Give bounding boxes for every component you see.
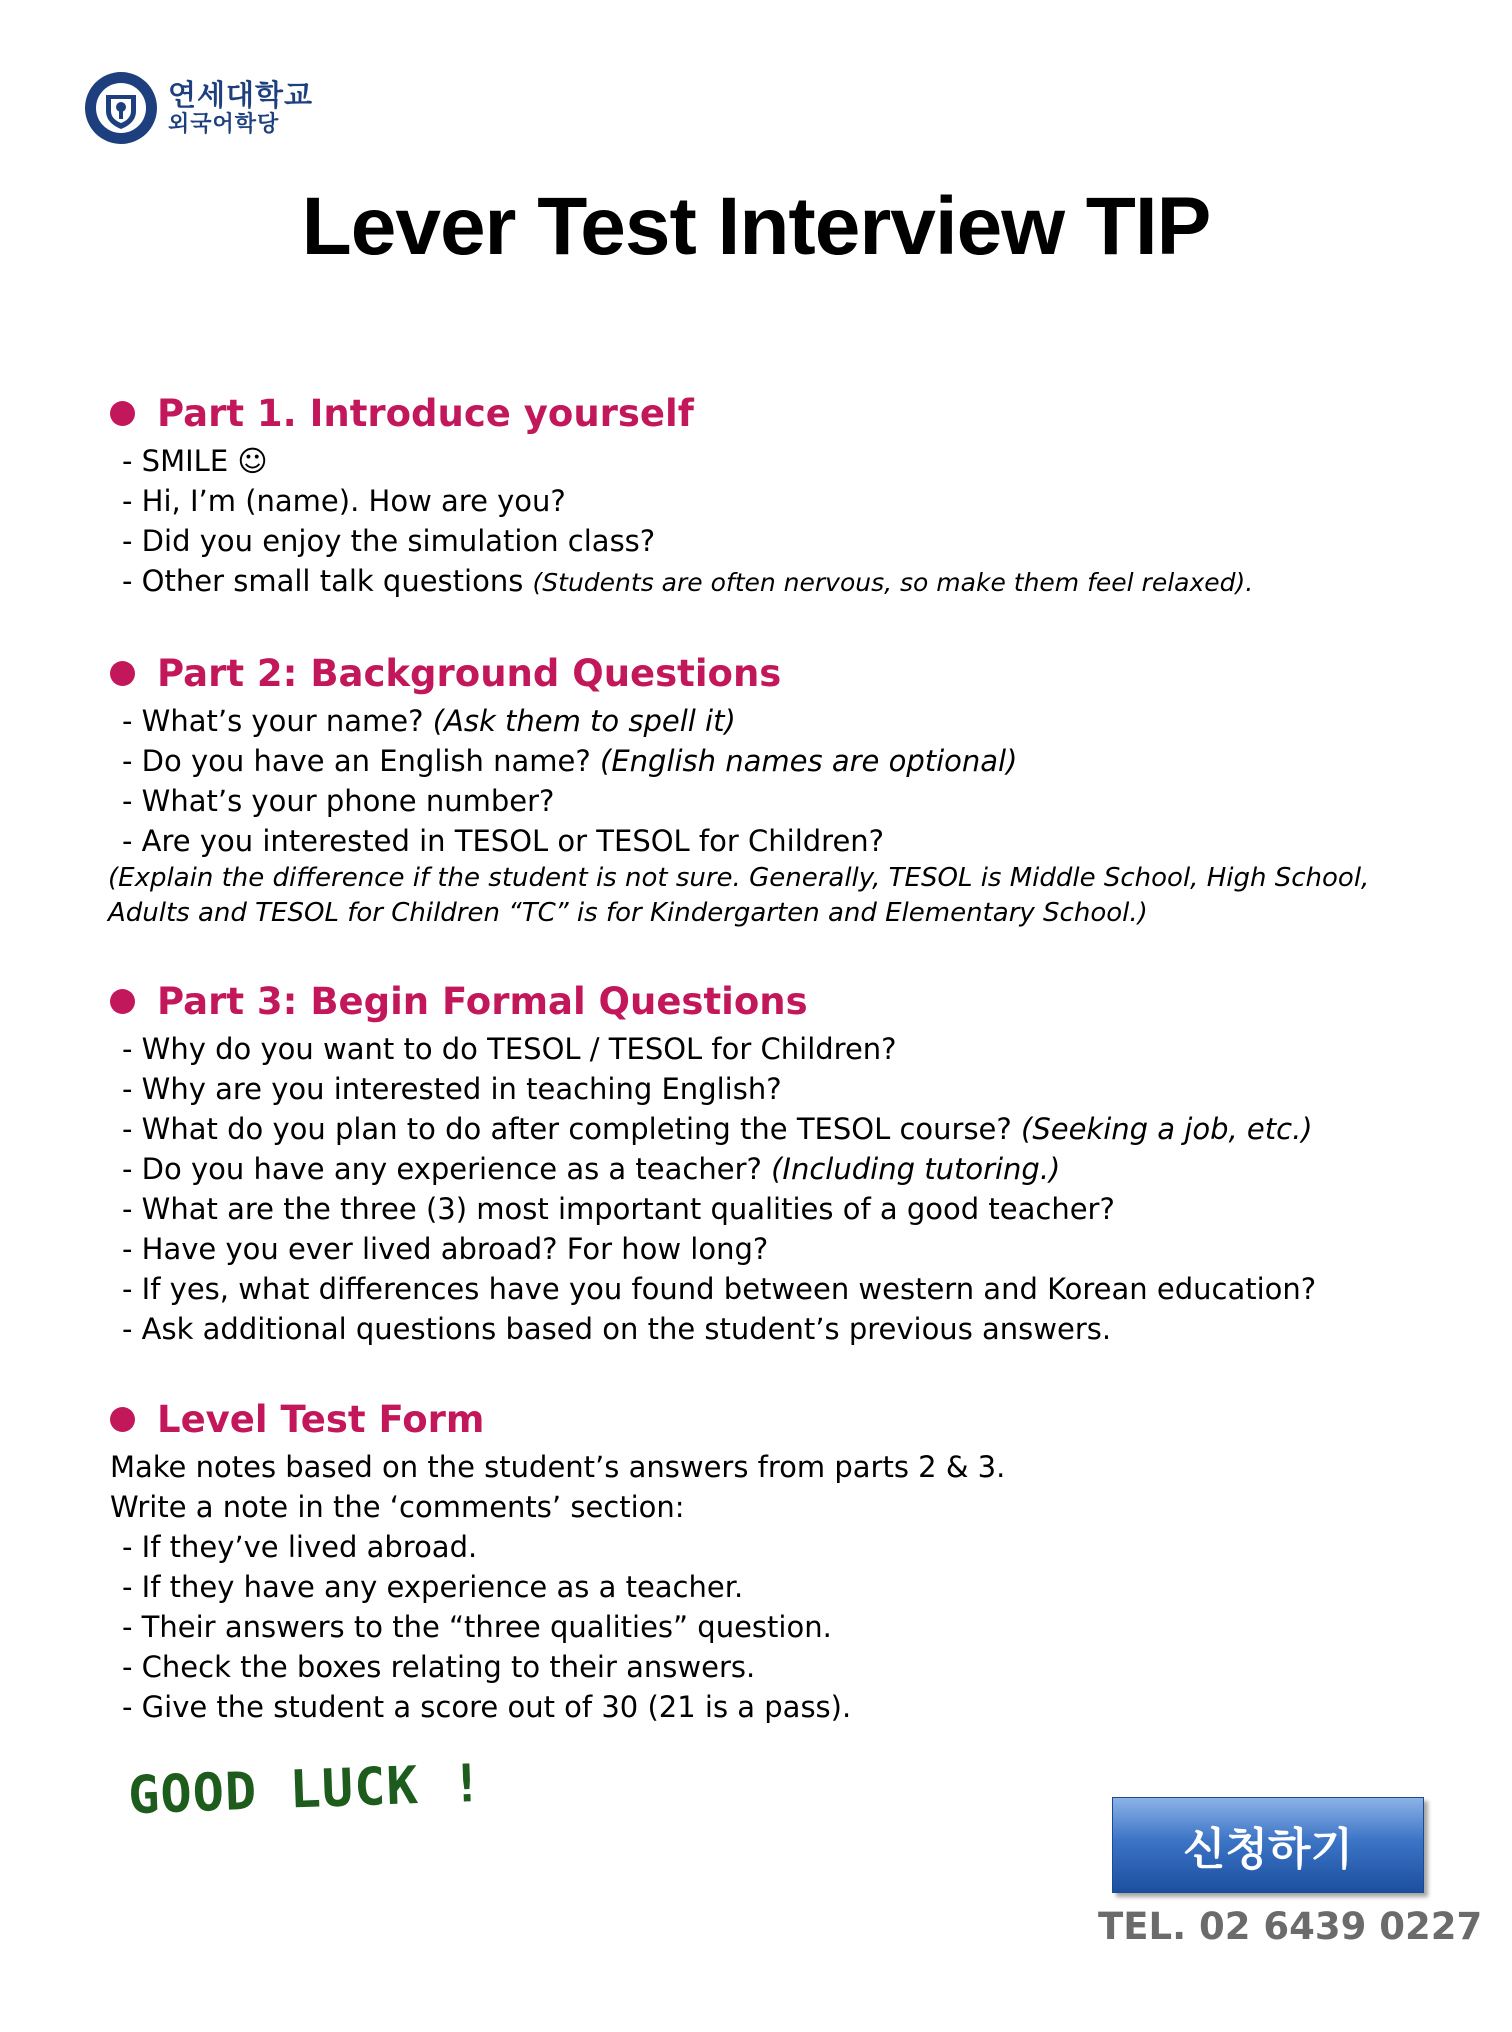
list-item: - What’s your phone number? <box>122 784 555 818</box>
list-item: - Do you have an English name? (English names are optional) <box>122 744 1018 778</box>
list-item: - Have you ever lived abroad? For how long? <box>122 1232 769 1266</box>
list-item: - What’s your name? (Ask them to spell it) <box>122 704 736 738</box>
list-item: - Did you enjoy the simulation class? <box>122 524 656 558</box>
section-heading: Part 1. Introduce yourself <box>157 391 694 435</box>
list-item: - SMILE ☺ <box>122 444 268 478</box>
section-part-3 <box>110 973 1410 1349</box>
telephone-number: TEL. 02 6439 0227 <box>1098 1905 1483 1948</box>
university-logo <box>84 70 313 146</box>
list-item: - Do you have any experience as a teacher? (Including tutoring.) <box>122 1152 1061 1186</box>
section-heading: Part 2: Background Questions <box>157 651 782 695</box>
tips-content <box>110 385 1410 1769</box>
list-item: - Why do you want to do TESOL / TESOL for Children? <box>122 1032 897 1066</box>
good-luck-signoff: GOOD LUCK ! <box>127 1753 485 1827</box>
list-item: - If they’ve lived abroad. <box>122 1530 478 1564</box>
explanation-note: (Explain the difference if the student is not sure. Generally, TESOL is Middle School, High School, <box>108 863 1370 893</box>
university-name: 연세대학교 <box>168 77 314 112</box>
intro-text: Make notes based on the student’s answers from parts 2 & 3. <box>110 1450 1006 1484</box>
explanation-note: Adults and TESOL for Children “TC” is for Kindergarten and Elementary School.) <box>108 898 1148 928</box>
list-item: - Their answers to the “three qualities” question. <box>122 1610 832 1644</box>
section-heading: Part 3: Begin Formal Questions <box>157 979 808 1023</box>
bullet-dot-icon <box>110 1407 135 1432</box>
list-item: - Check the boxes relating to their answers. <box>122 1650 756 1684</box>
intro-text: Write a note in the ‘comments’ section: <box>110 1490 685 1524</box>
list-item: - Give the student a score out of 30 (21 is a pass). <box>122 1690 852 1724</box>
list-item: - If yes, what differences have you found between western and Korean education? <box>122 1272 1317 1306</box>
section-heading: Level Test Form <box>157 1397 485 1441</box>
list-item: - Are you interested in TESOL or TESOL for Children? <box>122 824 885 858</box>
list-item: - If they have any experience as a teacher. <box>122 1570 744 1604</box>
bullet-dot-icon <box>110 401 135 426</box>
list-item: - Why are you interested in teaching English? <box>122 1072 782 1106</box>
list-item: - What do you plan to do after completing the TESOL course? (Seeking a job, etc.) <box>122 1112 1313 1146</box>
list-item: - Other small talk questions (Students are often nervous, so make them feel relaxed). <box>122 564 1254 598</box>
list-item: - What are the three (3) most important qualities of a good teacher? <box>122 1192 1115 1226</box>
page-title: Lever Test Interview TIP <box>301 181 1211 272</box>
university-seal-icon <box>84 71 158 145</box>
section-part-1 <box>110 385 1410 603</box>
bullet-dot-icon <box>110 661 135 686</box>
apply-button[interactable]: 신청하기 <box>1112 1797 1424 1893</box>
section-part-2 <box>110 645 1410 931</box>
list-item: - Ask additional questions based on the student’s previous answers. <box>122 1312 1112 1346</box>
list-item: - Hi, I’m (name). How are you? <box>122 484 566 518</box>
section-level-test-form <box>110 1391 1410 1727</box>
bullet-dot-icon <box>110 989 135 1014</box>
institute-name: 외국어학당 <box>168 112 280 138</box>
